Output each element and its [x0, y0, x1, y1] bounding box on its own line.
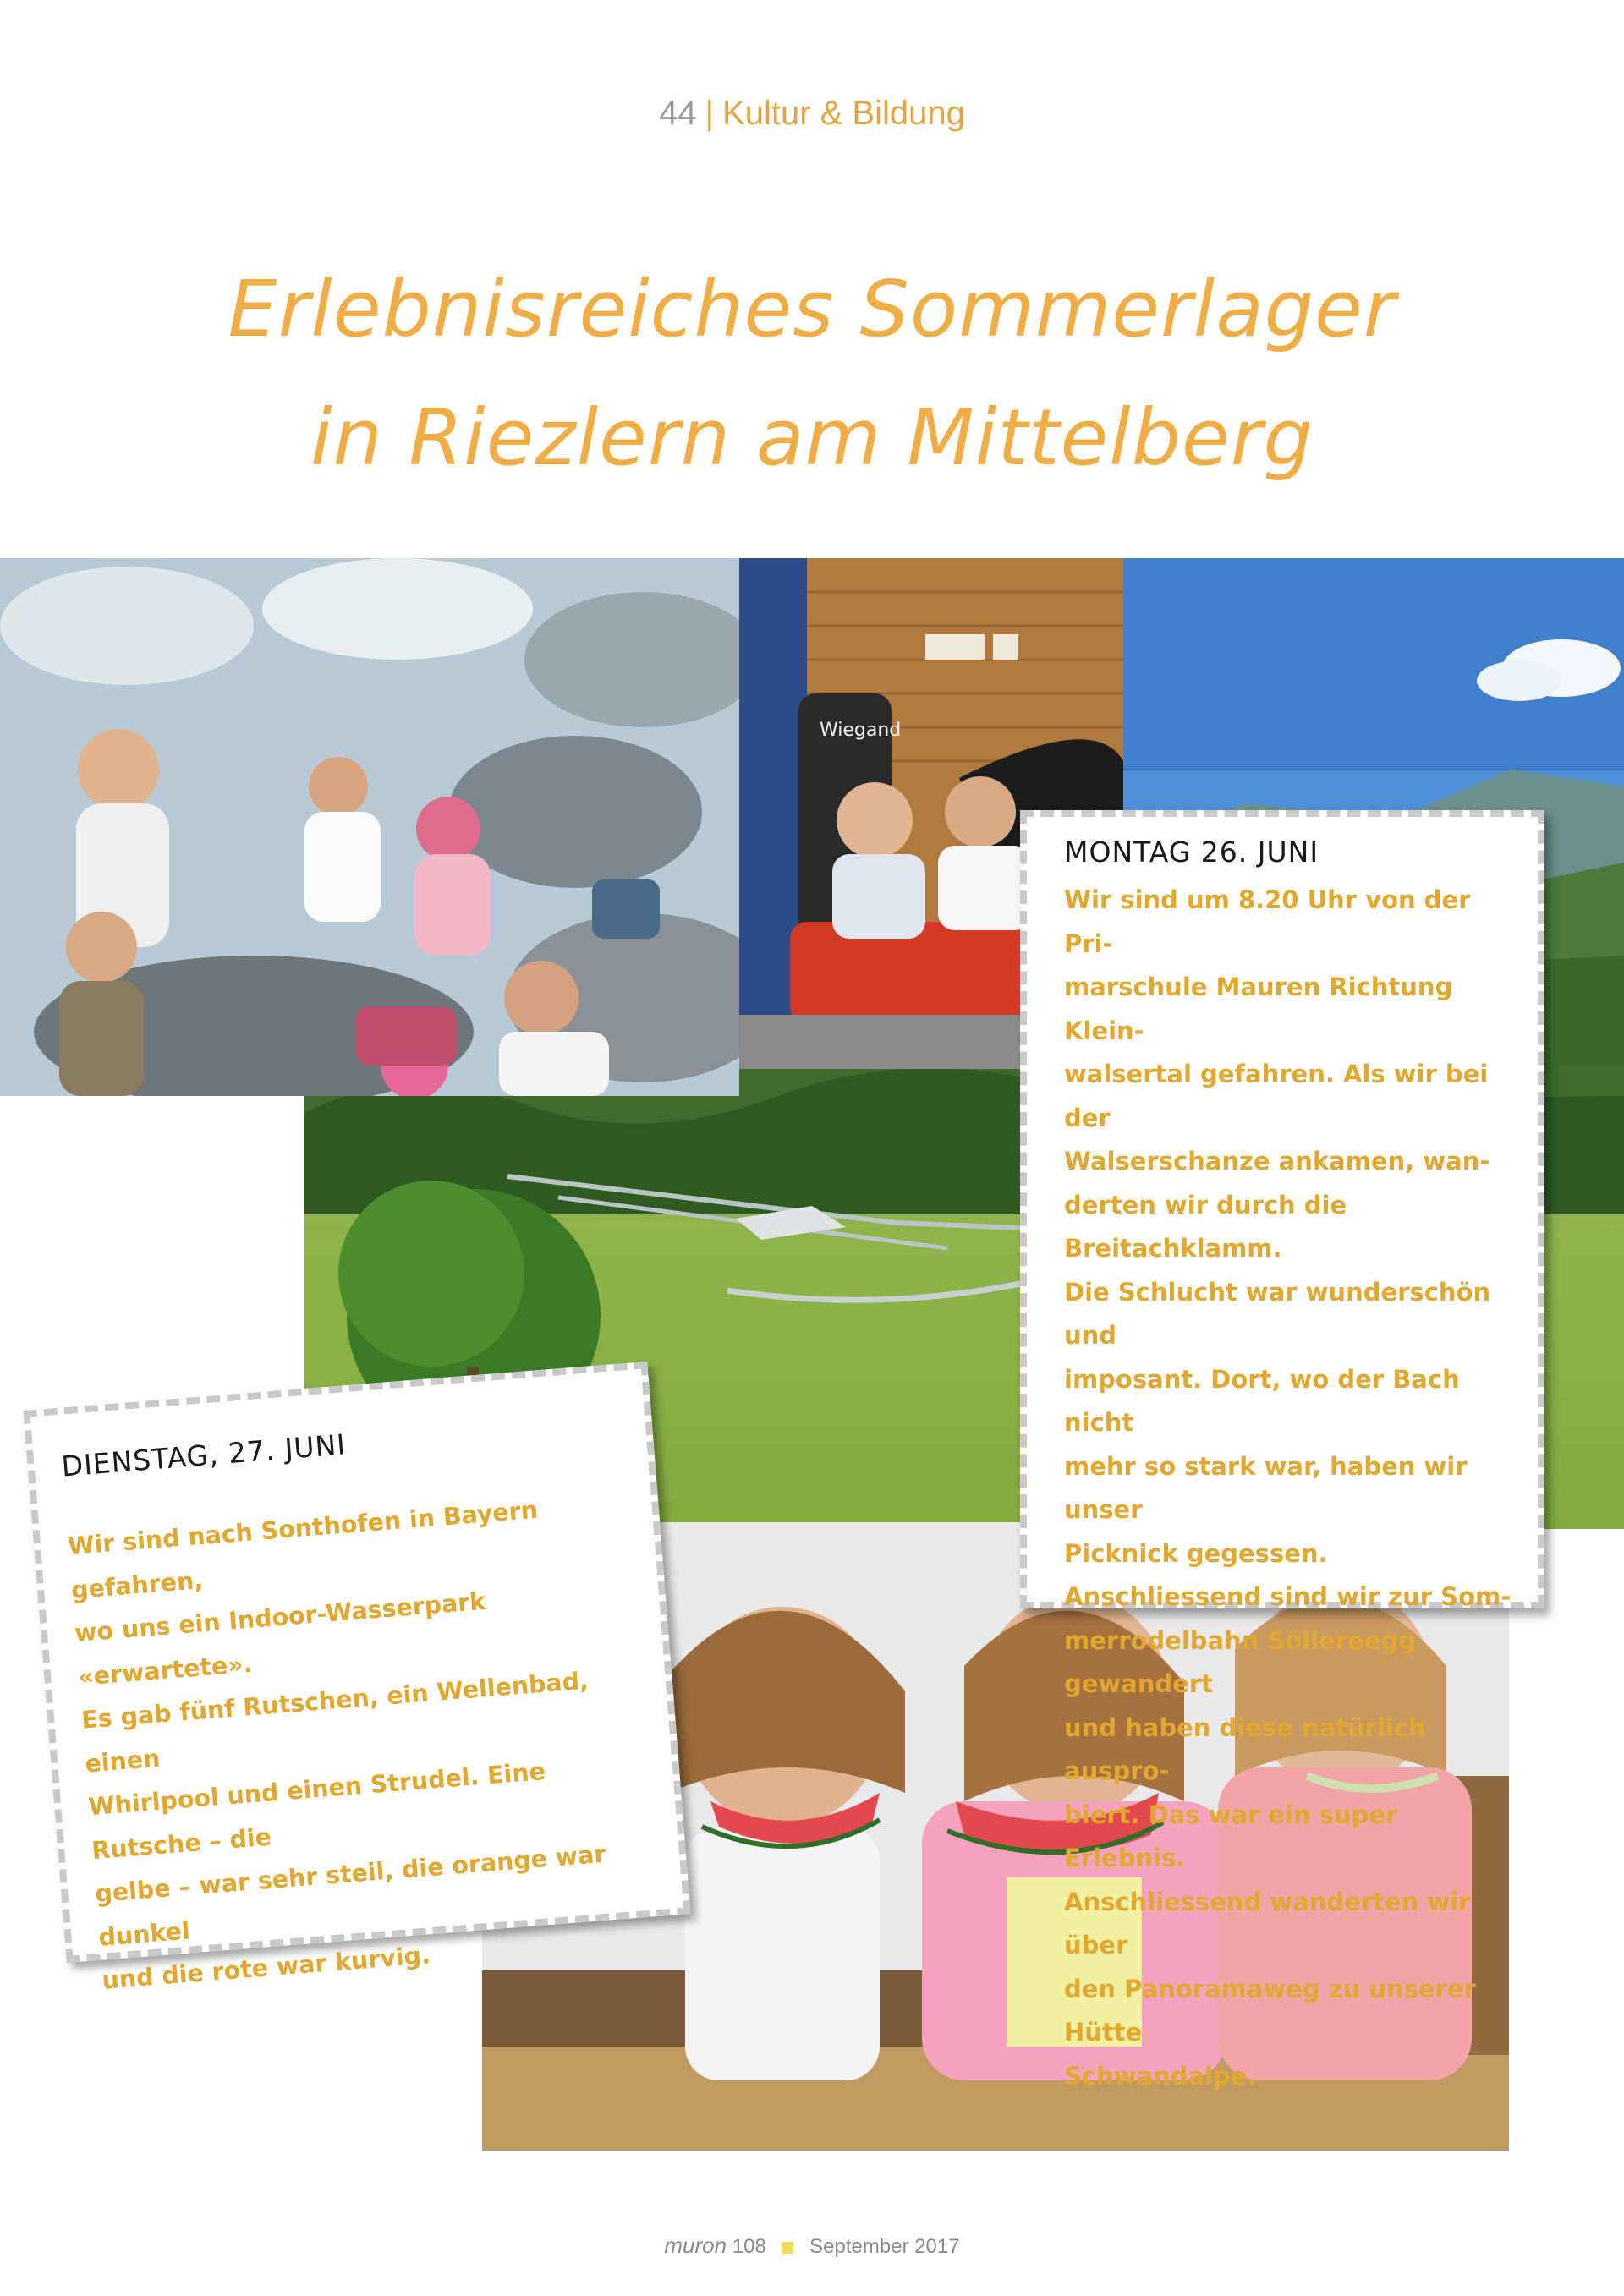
title-line-2: in Riezlern am Mittelberg	[310, 392, 1314, 483]
page-number: 44	[659, 95, 697, 132]
article-title	[0, 245, 1624, 502]
header-separator: |	[705, 95, 715, 132]
page-header	[0, 95, 1624, 133]
card-monday-heading: MONTAG 26. JUNI	[1064, 836, 1320, 869]
card-tuesday-heading: DIENSTAG, 27. JUNI	[60, 1427, 348, 1483]
card-monday	[1020, 810, 1544, 2091]
title-line-1: Erlebnisreiches Sommerlager	[228, 264, 1396, 354]
card-tuesday-body: Wir sind nach Sonthofen in Bayern gefahren, wo uns ein Indoor-Wasserpark «erwartete». Es gab fünf Rutschen, ein Wellenbad, einen Whirlpool und einen Strudel. Eine Rutsche – die gelbe – war sehr steil, die orange war dunkel und die rote war kurvig.	[66, 1495, 607, 1995]
issue-date: September 2017	[809, 2235, 960, 2258]
issue-number: 108	[732, 2235, 766, 2258]
page-footer	[0, 2233, 1624, 2259]
magazine-brand: muron	[664, 2233, 727, 2258]
sled-sign: Wiegand	[820, 720, 902, 741]
card-monday-content	[1064, 836, 1519, 2098]
card-tuesday	[23, 1362, 690, 1995]
section-name: Kultur & Bildung	[722, 95, 965, 132]
photo-river-rocks	[0, 558, 739, 1096]
card-tuesday-content	[60, 1406, 673, 2003]
footer-square-icon	[782, 2242, 793, 2254]
river-rocks-image	[0, 558, 739, 1096]
card-monday-body: Wir sind um 8.20 Uhr von der Pri- marschule Mauren Richtung Klein- walsertal gefahren. Als wir bei der Walserschanze ankamen, wan- derten wir durch die Breitachklamm. Die Schlucht war wunderschön und imposant. Dort, wo der Bach nicht mehr so stark war, haben wir unser Picknick gegessen. Anschliessend sind wir zur Som- merrodelbahn Söllereegg gewandert und haben diese natürlich auspro- biert. Das war ein super Erlebnis. Anschliessend wanderten wir über den Panoramaweg zu unserer Hütte Schwandalpe.	[1064, 885, 1512, 2091]
